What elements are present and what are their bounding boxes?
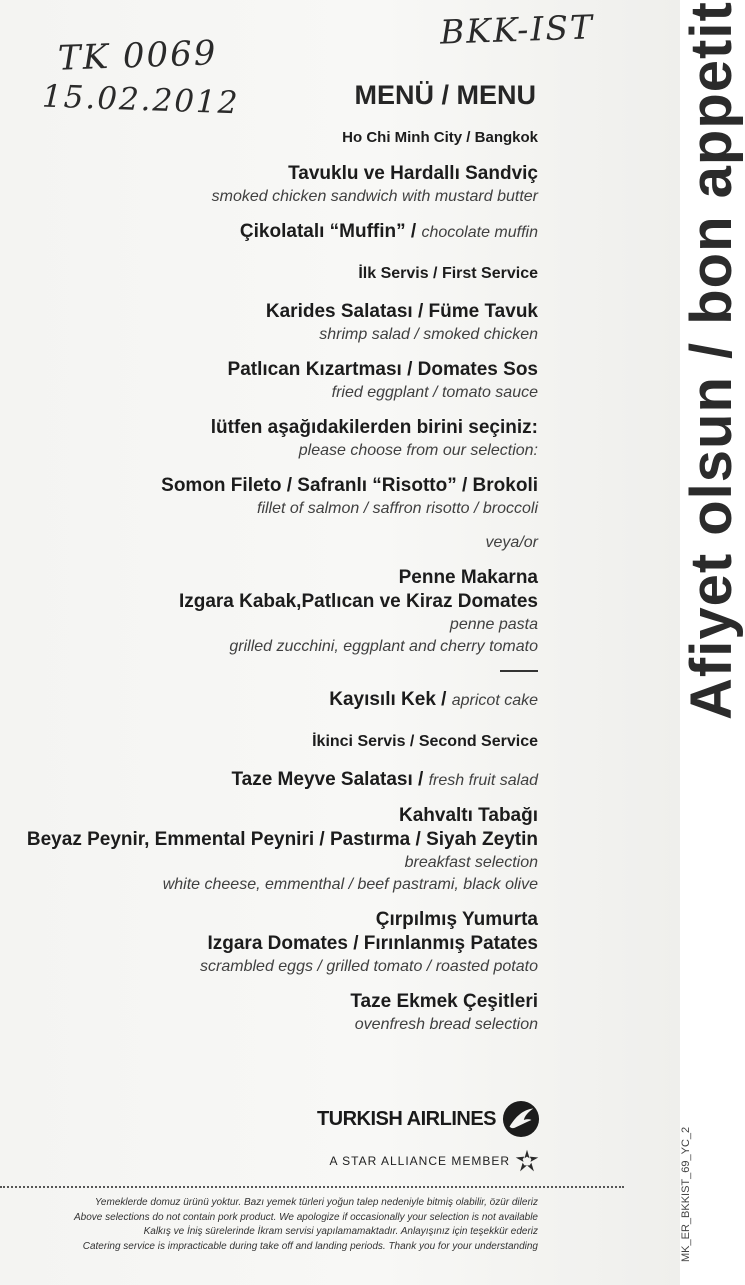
or-label: veya/or [485,534,538,551]
menu-item [18,908,538,978]
dish-name-en: apricot cake [451,692,538,709]
dish-name-en: smoked chicken sandwich with mustard butter [211,188,538,205]
dish-name-en: ovenfresh bread selection [354,1016,538,1033]
menu-item [18,768,538,792]
dish-name-en: shrimp salad / smoked chicken [319,326,538,343]
menu-item [18,990,538,1036]
dish-name-en: chocolate muffin [421,224,538,241]
menu-item [18,300,538,346]
menu-route [18,126,538,150]
dish-side-tr: Izgara Domates / Fırınlanmış Patates [207,933,538,954]
airline-name: TURKISH AIRLINES [316,1107,496,1130]
bon-appetit-banner: Afiyet olsun / bon appetit [679,1,744,720]
selection-prompt [18,416,538,462]
section-title: İkinci Servis / Second Service [312,733,538,750]
dish-side-tr: Beyaz Peynir, Emmental Peyniri / Pastırma / Siyah Zeytin [26,829,538,850]
note-service-tr: Kalkış ve İniş sürelerinde İkram servisi yapılamamaktadır. Anlayışınız için teşekkür ederiz [143,1226,538,1237]
airline-logo [317,1100,540,1138]
star-alliance-icon [514,1148,540,1174]
menu-title: MENÜ / MENU [354,80,536,110]
turkish-airlines-bird-icon [502,1100,540,1138]
dish-side-tr: Izgara Kabak,Patlıcan ve Kiraz Domates [178,591,538,612]
handwritten-route: BKK-IST [439,7,595,52]
dish-name-tr: Patlıcan Kızartması / Domates Sos [227,359,538,380]
dish-name-tr: Çikolatalı “Muffin” / [239,221,422,242]
dish-name-en: scrambled eggs / grilled tomato / roasted potato [200,958,538,975]
menu-item [18,162,538,208]
menu-item [18,804,538,896]
note-service-en: Catering service is impracticable during take off and landing periods. Thank you for your understanding [82,1240,538,1252]
section-heading [18,730,538,754]
menu-item [18,220,538,244]
dish-side-en: grilled zucchini, eggplant and cherry tomato [229,638,538,655]
handwritten-date: 15.02.2012 [41,78,241,122]
dish-side-en: white cheese, emmenthal / beef pastrami, black olive [162,876,538,893]
dish-name-tr: Kayısılı Kek / [329,689,452,710]
dotted-divider [0,1186,624,1188]
note-pork-tr: Yemeklerde domuz ürünü yoktur. Bazı yemek türleri yoğun talep nedeniyle bitmiş olabilir, özür dileriz [94,1197,538,1208]
alliance-badge [330,1148,541,1174]
dish-name-tr: Taze Ekmek Çeşitleri [350,991,538,1012]
dish-name-en: penne pasta [449,616,538,633]
prompt-en: please choose from our selection: [298,442,538,459]
handwritten-flight-number: TK 0069 [57,33,219,79]
dish-name-tr: Tavuklu ve Hardallı Sandviç [288,163,538,184]
route-label: Ho Chi Minh City / Bangkok [342,129,538,146]
menu-item [18,474,538,520]
divider [500,670,538,672]
dish-name-en: fillet of salmon / saffron risotto / broccoli [257,500,538,517]
dish-name-tr: Kahvaltı Tabağı [398,805,538,826]
dish-name-en: fresh fruit salad [428,772,538,789]
dish-name-en: fried eggplant / tomato sauce [331,384,538,401]
prompt-tr: lütfen aşağıdakilerden birini seçiniz: [210,417,538,438]
choice-separator [18,532,538,554]
section-title: İlk Servis / First Service [358,265,538,282]
menu-item [18,566,538,658]
dish-name-tr: Somon Fileto / Safranlı “Risotto” / Brokoli [161,475,538,496]
menu-item [18,358,538,404]
note-pork-en: Above selections do not contain pork product. We apologize if occasionally your selection is not available [74,1211,538,1223]
dish-name-tr: Çırpılmış Yumurta [375,909,538,930]
dish-name-tr: Penne Makarna [398,567,538,588]
section-heading [18,262,538,286]
menu-list [18,126,538,1048]
menu-item [18,688,538,712]
footer-notes [0,1196,538,1254]
print-code: MK_ER_BKKIST_69_YC_2 [680,1126,692,1262]
alliance-text: A STAR ALLIANCE MEMBER [329,1154,510,1168]
dish-name-tr: Karides Salatası / Füme Tavuk [265,301,538,322]
dish-name-tr: Taze Meyve Salatası / [231,769,429,790]
dish-name-en: breakfast selection [404,854,538,871]
